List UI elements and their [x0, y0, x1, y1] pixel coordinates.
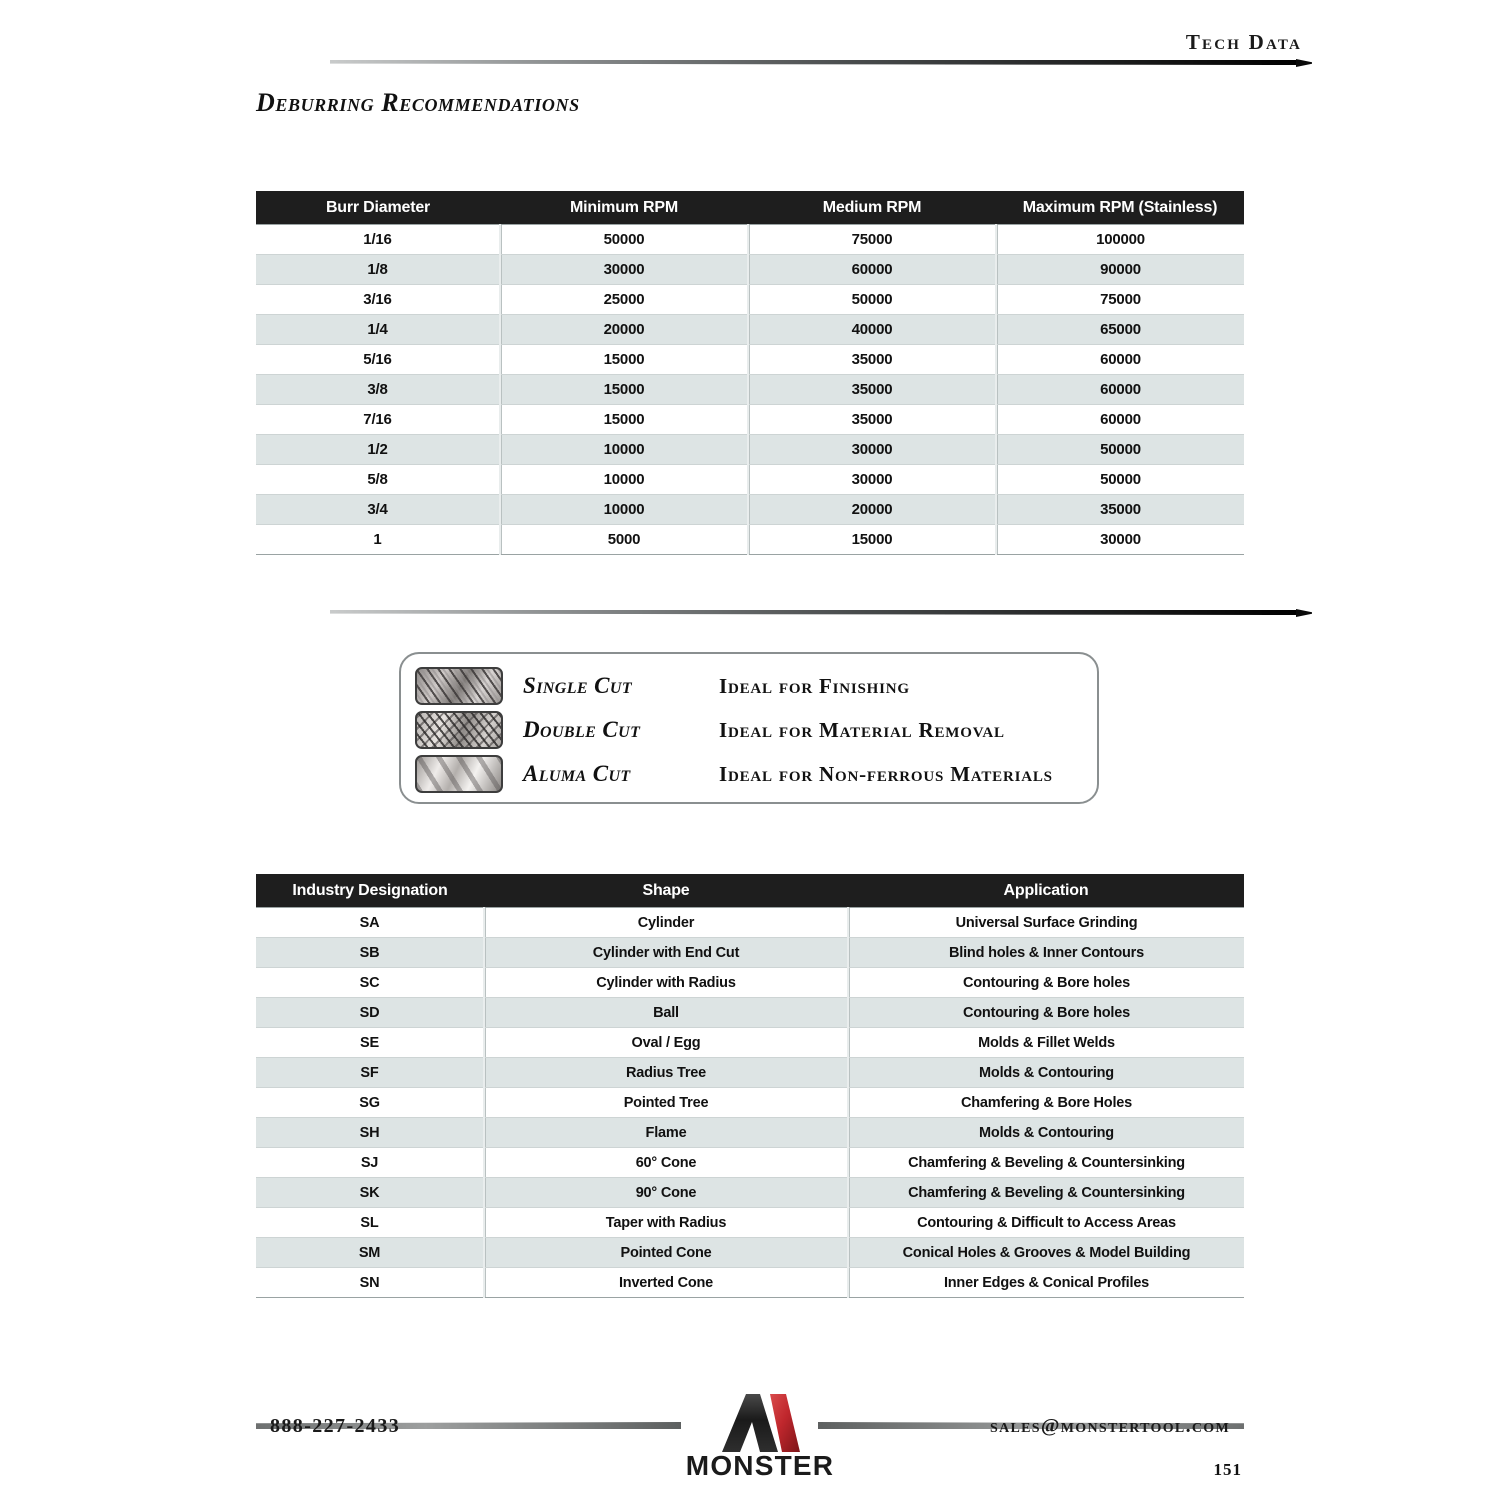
cell-burr-diameter: 5/8 — [256, 465, 500, 495]
cell-application: Chamfering & Beveling & Countersinking — [848, 1178, 1244, 1208]
cell-minimum-rpm: 30000 — [500, 255, 748, 285]
monster-logo-wordmark: MONSTER — [685, 1450, 835, 1481]
table-row — [256, 1268, 1244, 1298]
table-row — [256, 435, 1244, 465]
table-row — [256, 255, 1244, 285]
legend-description-aluma-cut: Ideal for Non-ferrous Materials — [719, 761, 1053, 786]
cell-application: Chamfering & Beveling & Countersinking — [848, 1148, 1244, 1178]
cell-minimum-rpm: 5000 — [500, 525, 748, 555]
rpm-recommendations-table — [256, 191, 1244, 555]
cell-shape: Inverted Cone — [484, 1268, 848, 1298]
table-row — [256, 465, 1244, 495]
legend-label-single-cut: Single Cut — [523, 673, 632, 698]
cell-medium-rpm: 30000 — [748, 435, 996, 465]
cell-designation: SB — [256, 938, 484, 968]
double-cut-texture-swatch — [415, 711, 503, 749]
cell-application: Contouring & Bore holes — [848, 968, 1244, 998]
cell-burr-diameter: 1/2 — [256, 435, 500, 465]
table-header-row — [256, 874, 1244, 908]
cell-burr-diameter: 5/16 — [256, 345, 500, 375]
cell-minimum-rpm: 10000 — [500, 465, 748, 495]
cell-application: Inner Edges & Conical Profiles — [848, 1268, 1244, 1298]
cell-shape: Cylinder — [484, 908, 848, 938]
column-header-medium-rpm: Medium RPM — [748, 191, 996, 225]
burr-shape-table — [256, 874, 1244, 1298]
page-number: 151 — [1213, 1460, 1242, 1479]
column-header-minimum-rpm: Minimum RPM — [500, 191, 748, 225]
cell-application: Contouring & Difficult to Access Areas — [848, 1208, 1244, 1238]
cell-designation: SN — [256, 1268, 484, 1298]
header-divider-tip — [1296, 59, 1312, 67]
table-row — [256, 1088, 1244, 1118]
single-cut-texture-swatch — [415, 667, 503, 705]
cell-minimum-rpm: 15000 — [500, 345, 748, 375]
cell-minimum-rpm: 10000 — [500, 435, 748, 465]
cell-designation: SJ — [256, 1148, 484, 1178]
cell-minimum-rpm: 15000 — [500, 405, 748, 435]
cell-burr-diameter: 1/16 — [256, 225, 500, 255]
legend-description-double-cut: Ideal for Material Removal — [719, 717, 1005, 742]
legend-label-double-cut: Double Cut — [523, 717, 641, 742]
table-row — [256, 1058, 1244, 1088]
cell-burr-diameter: 3/8 — [256, 375, 500, 405]
cut-type-legend — [399, 652, 1099, 804]
cell-maximum-rpm: 100000 — [996, 225, 1244, 255]
table-header-row — [256, 191, 1244, 225]
cell-designation: SK — [256, 1178, 484, 1208]
cell-designation: SH — [256, 1118, 484, 1148]
cell-application: Molds & Contouring — [848, 1058, 1244, 1088]
monster-logo — [683, 1392, 837, 1488]
cell-shape: Flame — [484, 1118, 848, 1148]
column-header-maximum-rpm: Maximum RPM (Stainless) — [996, 191, 1244, 225]
header-divider-bar — [330, 60, 1298, 65]
cell-application: Conical Holes & Grooves & Model Building — [848, 1238, 1244, 1268]
cell-medium-rpm: 35000 — [748, 405, 996, 435]
legend-item-single-cut — [415, 666, 1087, 706]
cell-designation: SA — [256, 908, 484, 938]
page-section-label: Tech Data — [1185, 30, 1302, 54]
cell-burr-diameter: 3/16 — [256, 285, 500, 315]
cell-maximum-rpm: 60000 — [996, 405, 1244, 435]
legend-label-aluma-cut: Aluma Cut — [523, 761, 631, 786]
cell-designation: SF — [256, 1058, 484, 1088]
cell-medium-rpm: 30000 — [748, 465, 996, 495]
table-row — [256, 968, 1244, 998]
cell-application: Contouring & Bore holes — [848, 998, 1244, 1028]
cell-maximum-rpm: 35000 — [996, 495, 1244, 525]
table-row — [256, 345, 1244, 375]
cell-medium-rpm: 40000 — [748, 315, 996, 345]
cell-medium-rpm: 75000 — [748, 225, 996, 255]
legend-item-double-cut — [415, 710, 1087, 750]
cell-shape: Pointed Tree — [484, 1088, 848, 1118]
cell-burr-diameter: 3/4 — [256, 495, 500, 525]
cell-shape: 90° Cone — [484, 1178, 848, 1208]
cell-minimum-rpm: 15000 — [500, 375, 748, 405]
cell-shape: Taper with Radius — [484, 1208, 848, 1238]
cell-burr-diameter: 7/16 — [256, 405, 500, 435]
cell-shape: Cylinder with Radius — [484, 968, 848, 998]
shape-table-body — [256, 908, 1244, 1298]
table-row — [256, 525, 1244, 555]
cell-medium-rpm: 15000 — [748, 525, 996, 555]
legend-item-aluma-cut — [415, 754, 1087, 794]
cell-application: Chamfering & Bore Holes — [848, 1088, 1244, 1118]
table-row — [256, 998, 1244, 1028]
table-row — [256, 285, 1244, 315]
cell-maximum-rpm: 65000 — [996, 315, 1244, 345]
cell-medium-rpm: 35000 — [748, 345, 996, 375]
table-row — [256, 938, 1244, 968]
table-row — [256, 315, 1244, 345]
cell-maximum-rpm: 50000 — [996, 435, 1244, 465]
table-row — [256, 1238, 1244, 1268]
table-row — [256, 1208, 1244, 1238]
table-row — [256, 1118, 1244, 1148]
cell-burr-diameter: 1 — [256, 525, 500, 555]
cell-application: Molds & Contouring — [848, 1118, 1244, 1148]
table-row — [256, 405, 1244, 435]
column-header-industry-designation: Industry Designation — [256, 874, 484, 908]
table-row — [256, 1028, 1244, 1058]
cell-application: Blind holes & Inner Contours — [848, 938, 1244, 968]
footer-phone: 888-227-2433 — [270, 1415, 401, 1437]
cell-shape: Ball — [484, 998, 848, 1028]
footer-email: sales@monstertool.com — [990, 1415, 1230, 1437]
legend-description-single-cut: Ideal for Finishing — [719, 673, 910, 698]
section-divider-rule — [330, 608, 1298, 618]
cell-medium-rpm: 50000 — [748, 285, 996, 315]
cell-maximum-rpm: 90000 — [996, 255, 1244, 285]
cell-maximum-rpm: 60000 — [996, 345, 1244, 375]
cell-minimum-rpm: 25000 — [500, 285, 748, 315]
cell-maximum-rpm: 50000 — [996, 465, 1244, 495]
cell-maximum-rpm: 60000 — [996, 375, 1244, 405]
page-title: Deburring Recommendations — [256, 88, 580, 117]
cell-burr-diameter: 1/8 — [256, 255, 500, 285]
cell-application: Universal Surface Grinding — [848, 908, 1244, 938]
cell-minimum-rpm: 50000 — [500, 225, 748, 255]
cell-shape: Radius Tree — [484, 1058, 848, 1088]
table-row — [256, 1178, 1244, 1208]
cell-maximum-rpm: 75000 — [996, 285, 1244, 315]
column-header-shape: Shape — [484, 874, 848, 908]
section-divider-bar — [330, 610, 1298, 615]
cell-minimum-rpm: 10000 — [500, 495, 748, 525]
cell-shape: Pointed Cone — [484, 1238, 848, 1268]
column-header-application: Application — [848, 874, 1244, 908]
cell-shape: Oval / Egg — [484, 1028, 848, 1058]
cell-medium-rpm: 20000 — [748, 495, 996, 525]
cell-designation: SM — [256, 1238, 484, 1268]
cell-minimum-rpm: 20000 — [500, 315, 748, 345]
monster-logo-mark-icon — [700, 1392, 820, 1454]
header-divider-rule — [330, 58, 1298, 68]
column-header-burr-diameter: Burr Diameter — [256, 191, 500, 225]
table-row — [256, 908, 1244, 938]
cell-shape: 60° Cone — [484, 1148, 848, 1178]
cell-medium-rpm: 60000 — [748, 255, 996, 285]
cell-shape: Cylinder with End Cut — [484, 938, 848, 968]
cell-maximum-rpm: 30000 — [996, 525, 1244, 555]
table-row — [256, 1148, 1244, 1178]
cell-designation: SL — [256, 1208, 484, 1238]
cell-designation: SE — [256, 1028, 484, 1058]
cell-burr-diameter: 1/4 — [256, 315, 500, 345]
rpm-table-body — [256, 225, 1244, 555]
cell-designation: SG — [256, 1088, 484, 1118]
section-divider-tip — [1296, 609, 1312, 617]
table-row — [256, 495, 1244, 525]
cell-designation: SC — [256, 968, 484, 998]
cell-medium-rpm: 35000 — [748, 375, 996, 405]
cell-application: Molds & Fillet Welds — [848, 1028, 1244, 1058]
table-row — [256, 375, 1244, 405]
aluma-cut-texture-swatch — [415, 755, 503, 793]
cell-designation: SD — [256, 998, 484, 1028]
table-row — [256, 225, 1244, 255]
